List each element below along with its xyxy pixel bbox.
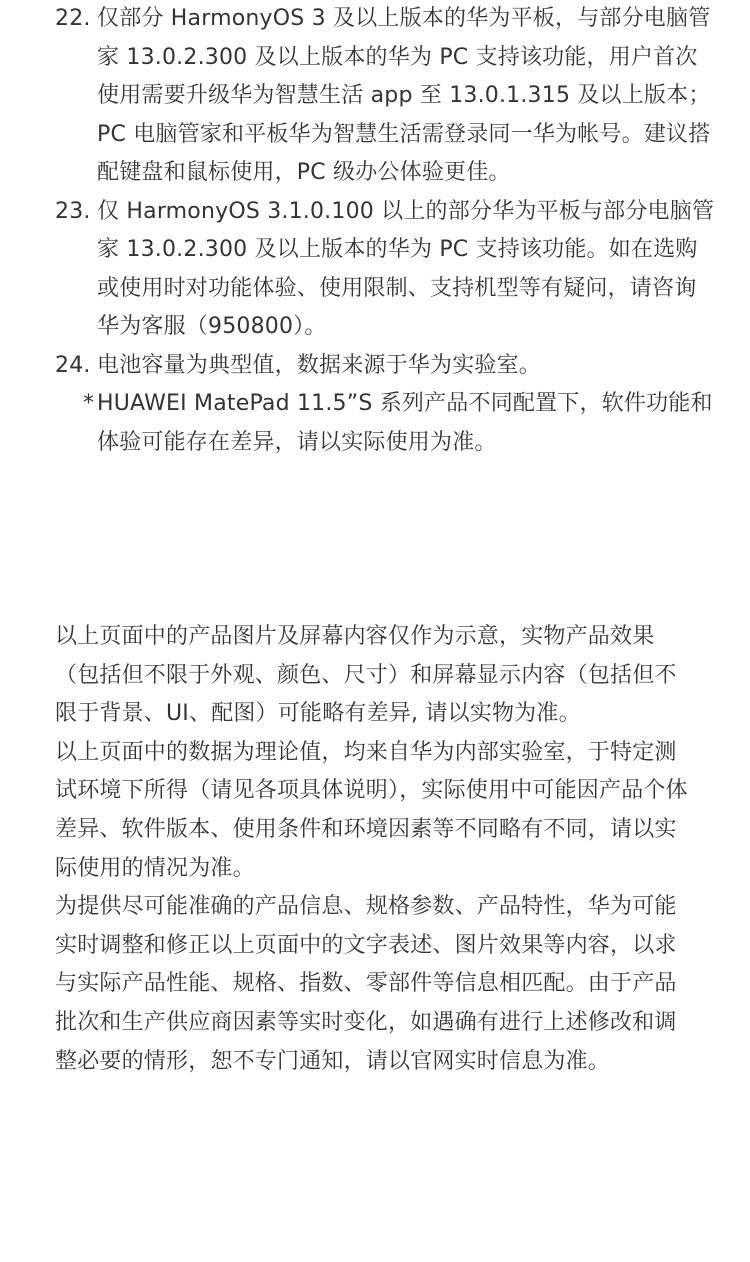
footnote-text: 仅 HarmonyOS 3.1.0.100 以上的部分华为平板与部分电脑管家 13.0.2.300 及以上版本的华为 PC 支持该功能。如在选购或使用时对功能体验、使用限制、支持机型等有疑问，请咨询华为客服（950800）。 [97,198,715,339]
footnote-text: 仅部分 HarmonyOS 3 及以上版本的华为平板，与部分电脑管家 13.0.2.300 及以上版本的华为 PC 支持该功能，用户首次使用需要升级华为智慧生活 app 至 13.0.1.315 及以上版本；PC 电脑管家和平板华为智慧生活需登录同一华为帐号。建议搭配键盘和鼠标使用，PC 级办公体验更佳。 [97,6,711,185]
disclaimer-paragraph-images: 以上页面中的产品图片及屏幕内容仅作为示意，实物产品效果（包括但不限于外观、颜色、尺寸）和屏幕显示内容（包括但不限于背景、UI、配图）可能略有差异, 请以实物为准。 [55,624,677,727]
asterisk-mark: * [83,391,95,416]
footnote-number: 24. [55,352,91,378]
model-note-text: HUAWEI MatePad 11.5”S 系列产品不同配置下，软件功能和体验可能存在差异，请以实际使用为准。 [97,391,713,455]
footnote-24 [55,347,715,386]
disclaimer-paragraph-updates: 为提供尽可能准确的产品信息、规格参数、产品特性，华为可能实时调整和修正以上页面中的文字表述、图片效果等内容，以求与实际产品性能、规格、指数、零部件等信息相匹配。由于产品批次和生产供应商因素等实时变化，如遇确有进行上述修改和调整必要的情形，恕不专门通知，请以官网实时信息为准。 [55,894,677,1074]
footnote-number: 22. [55,6,91,31]
model-note [55,385,715,462]
footnote-number: 23. [55,198,91,224]
disclaimer-section [55,618,695,1081]
footnotes-list [55,0,715,462]
footnote-23 [55,193,715,347]
footnote-22 [55,0,715,193]
footnote-text: 电池容量为典型值，数据来源于华为实验室。 [97,352,542,378]
disclaimer-paragraph-data: 以上页面中的数据为理论值，均来自华为内部实验室，于特定测试环境下所得（请见各项具体说明），实际使用中可能因产品个体差异、软件版本、使用条件和环境因素等不同略有不同，请以实际使用的情况为准。 [55,739,688,881]
